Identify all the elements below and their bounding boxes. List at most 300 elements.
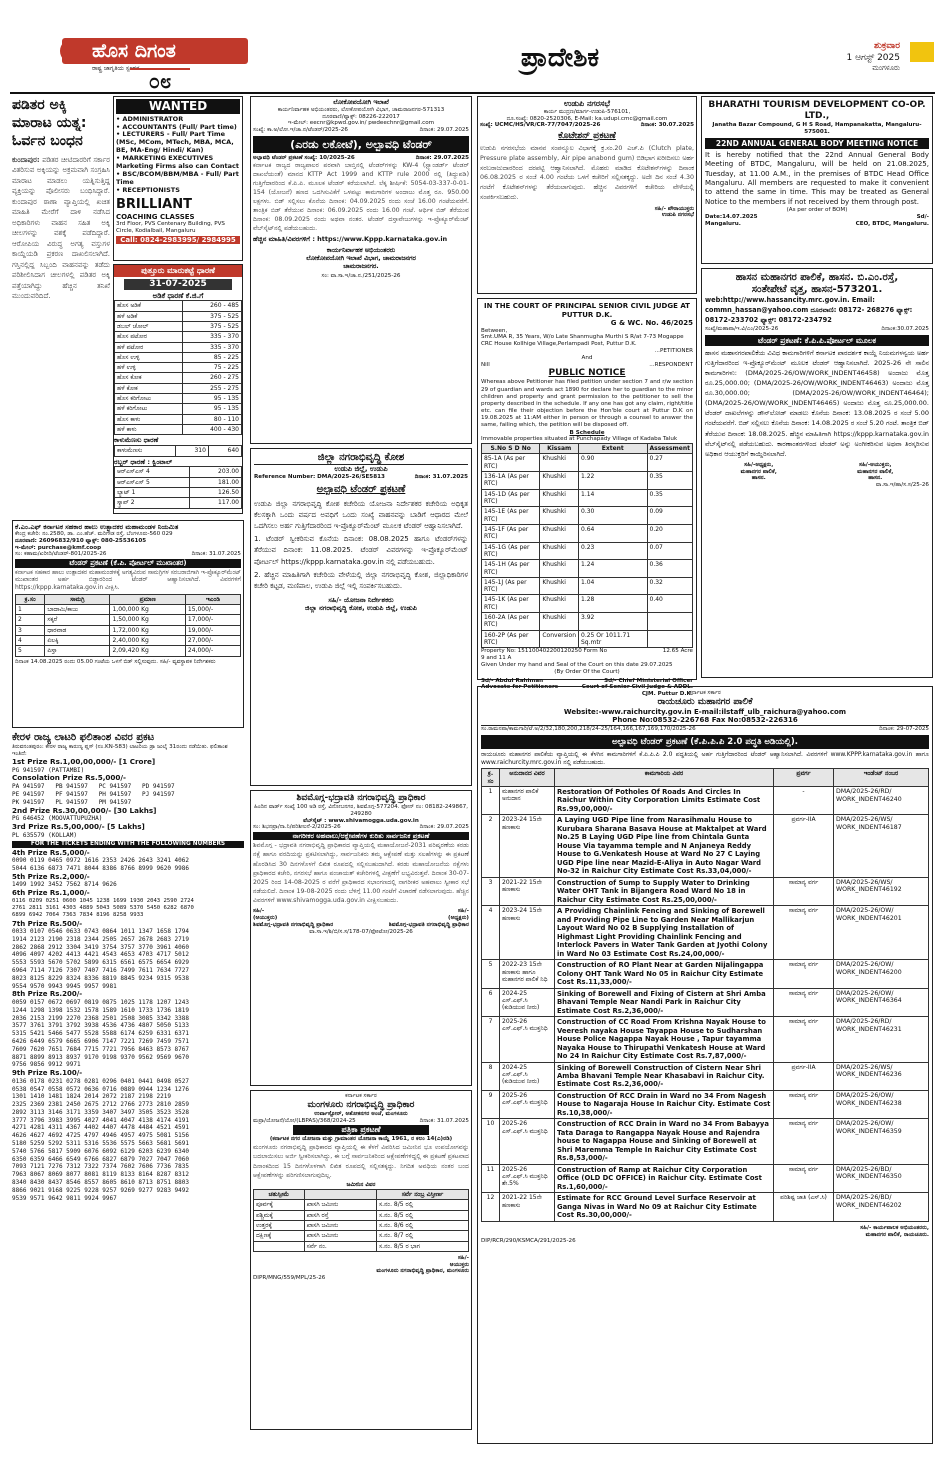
table-row [482,1119,929,1164]
table-cell: 126.50 [190,488,242,498]
table-cell: ಖಾಸಗಿ ರಸ್ತೆ [304,1210,376,1220]
table-row [482,454,693,472]
table-cell: ಸಾಮಾನ್ಯ ವರ್ಗ [774,1119,834,1164]
table-cell: 0.90 [579,454,648,472]
estimate-label: Estimate Cost [557,1006,613,1015]
table-cell: ಹೊಸ ಉಳ್ಳಿ [115,352,183,362]
table-cell: 0.32 [647,577,692,595]
table-cell: ಲ್ಯಾಟ್ 1 [115,488,190,498]
table-cell: 0.30 [579,507,648,525]
estimate-value: Rs.33,04,000/- [695,867,752,876]
table-cell: 9 [482,1090,500,1118]
table-cell: 145-1D (As per RTC) [482,489,540,507]
table-cell: 0.35 [647,472,692,490]
prize-6: 6th Prize Rs.1,000/- [12,889,90,898]
court-schedule-sub: Immovable properties situated at Punchapady Village of Kadaba Taluk [481,436,678,443]
table-row [115,363,242,373]
work-text: Construction of RO Plant Near at Garden Nijalingappa Colony OHT Tank Ward No 05 in Raichur City [557,961,764,978]
udupi-cmc-quotation [477,96,697,294]
pwd-body: ಕರ್ನಾಟಕ ರಾಜ್ಯದ ರಾಜ್ಯಪಾಲರ ಪರವಾಗಿ ಬಾಬ್ತಿನಲ್ಲಿ ಟೆಂಡರ್‌ಗಳನ್ನು KW-4 (ಸ್ಟ್ಯಾಂಡರ್ಡ್ ಟೆಂಡರ್ ದಾಖಲೆಯಂತೆ) ಮಾನದ KTTP Act 1999 and KTTP rule 2000 ರಲ್ಲಿ (ತಿದ್ದುಪಡಿ) ಗುತ್ತಿಗೆದಾರರಿಂದ ಕೆ.ಪಿ.ಪಿ. ಮೂಲಕ ಟೆಂಡರ್ ಕರೆಯಲಾಗಿದೆ. ಲೆಕ್ಕ ಶೀರ್ಷಿಕೆ: 5054-03-337-0-01-154 (ಯೋಜನೆ) ಹಣದ ಒದಗಿಸುವಿಕೆಗೆ ಒಳಪಟ್ಟು ಕಾಮಗಾರಿಗಳ ಅಂದಾಜು ಮೊತ್ತ ರೂ. 950.00 ಲಕ್ಷಗಳು. ಬಿಡ್ ಸಲ್ಲಿಸಲು ಕೊನೆಯ ದಿನಾಂಕ: 04.09.2025 ರಂದು ಸಂಜೆ 16.00 ಗಂಟೆಯವರೆಗೆ. ತಾಂತ್ರಿಕ ಬಿಡ್ ತೆರೆಯುವ ದಿನಾಂಕ: 06.09.2025 ರಂದು 16.00 ಗಂಟೆ. ಆರ್ಥಿಕ ಬಿಡ್ ತೆರೆಯುವ ದಿನಾಂಕ: 08.09.2025 ರಂದು ಅಥವಾ ನಂತರ. ಟೆಂಡರ್ ದಸ್ತಾವೇಜುಗಳನ್ನು ಇ-ಪ್ರೊಕ್ಯೂರ್‌ಮೆಂಟ್ ವೆಬ್‌ಸೈಟ್‌ನಲ್ಲಿ ಪಡೆಯಬಹುದು. [253,162,469,233]
prize-2: 2nd Prize Rs.30,00,000/- [30 Lakhs] [12,805,157,815]
table-cell: 145-1E (As per RTC) [482,507,540,525]
pwd-tender [250,96,472,444]
article-body [12,155,110,302]
table-cell: ಹಳೆ ಕೋಕ [115,383,183,393]
table-row [482,815,929,877]
table-cell: 145-1F (As per RTC) [482,524,540,542]
table-cell: ಸಾಮಾನ್ಯ ವರ್ಗ [774,877,834,905]
raichur-sign: ಸಹಿ/- ಕಾರ್ಯಪಾಲಕ ಅಭಿಯಂತರರು, ಮಹಾನಗರ ಪಾಲಿಕೆ, ರಾಯಚೂರು. [860,1224,929,1238]
pwd-notice-no: ಅಲ್ಪಾವಧಿ ಟೆಂಡರ್ ಪ್ರಕಟಣೆ ಸಂಖ್ಯೆ: 10/2025-26 [253,155,355,162]
table-row [482,630,693,648]
table-row [115,352,242,362]
work-text: A Laying UGD Pipe line from Narasihmalu House to Kurubara Sharana Basava House at Maktalpet at Ward No.25 B Laying UGD Pipe line from Chintala Gunta House Via tayamma temple and N Anjaneya Reddy House to G.Venkatesh House at Ward No 27 C Laying UGD Pipe line near Mazid-E-Aliya in Auto Nagar Ward No-32 in Raichur City [557,816,767,876]
page-number: ೦೮ [130,68,190,90]
table-cell: ಏಲಕ್ಕಿ [45,636,110,646]
estimate-value: Rs.2,36,000/- [612,1006,664,1015]
table-cell: ಹೊಸ ಕಾಳು [115,414,183,424]
issue-date: 1 ಆಗಸ್ಟ್ 2025 [846,53,900,64]
work-text: Construction of Sump to Supply Water to Drinking Water OHT Tank in Bijangera Road Ward No 18 in Raichur City [557,878,750,904]
table-cell: 400 - 430 [183,425,242,435]
estimate-value: Rs.11,33,000/- [576,978,632,987]
table-row [482,507,693,525]
article-dateline: ಕುಂದಾಪುರ: [12,155,40,164]
zp-point-2: 2. ಹೆಚ್ಚಿನ ಮಾಹಿತಿಗಾಗಿ ಕಚೇರಿಯ ವೇಳೆಯಲ್ಲಿ ಜಿಲ್ಲಾ ನಗರಾಭಿವೃದ್ಧಿ ಕೋಶ, ಜಿಲ್ಲಾಧಿಕಾರಿಗಳ ಕಚೇರಿ ಕಟ್ಟಡ, ಮಣಿಪಾಲ, ಉಡುಪಿ ಜಿಲ್ಲೆ ಇಲ್ಲಿ ಸಂಪರ್ಕಿಸಬಹುದು. [254,570,468,591]
column-header: ಸರ್ವೆ ನಂಬ್ರ ವಿಸ್ತೀರ್ಣ [376,1189,468,1199]
table-cell: 2025-26 ಎಸ್.ಎಫ್.ಸಿ ಮುಕ್ತನಿಧಿ [500,1119,555,1164]
pepper-title: ಕಾಳುಮೆಣಸು ಧಾರಣೆ [114,436,159,445]
table-row [115,383,242,393]
arecanut-rate-table [114,300,242,435]
hassan-heading: ಟೆಂಡರ್ ಪ್ರಕಟಣೆ: ಕೆ.ಪಿ.ಪಿ.ಪೋರ್ಟಲ್ ಮೂಲಕ [705,335,929,346]
court-prop: Property No: 151100402200120250 Form No 9 and 11 A [481,648,608,662]
table-cell: 4 [16,636,45,646]
btdc-agm: 22ND ANNUAL GENERAL BODY MEETING NOTICE [705,138,929,149]
table-cell: 2,40,000 Kg [110,636,185,646]
muda-date: ದಿನಾಂಕ: 31.07.2025 [419,1117,469,1124]
table-cell [647,613,692,631]
prize-3-number: PL 635579 (KOLLAM) [12,831,78,839]
prize-7-numbers: 0033 0107 0546 0633 0743 0864 1011 1347 1658 1794 1914 2123 2190 2318 2344 2505 2657 2678 2683 2719 2862 2868 2912 3304 3419 3754 3757 3770 3961 4060 4096 4097 4202 4413 4421 4543 4653 4703 4717 5012 5553 5593 5670 5702 5899 6315 6561 6575 6654 6929 6964 7114 7126 7307 7407 7416 7499 7611 7634 7727 8023 8125 8229 8324 8336 8819 8845 9234 9315 9538 9554 9570 9943 9945 9957 9981 [12,928,190,990]
table-cell: 12 [482,1193,500,1221]
table-cell: Conversion [540,630,579,648]
zp-heading: ಅಲ್ಪಾವಧಿ ಟೆಂಡರ್ ಪ್ರಕಟಣೆ [316,483,406,495]
muda-ref: ಮಪ್ರಾ/ಯೋಜನೆ/ಯೋ/(LBPAS)/368/2024-25 [253,1117,356,1124]
table-row [482,1090,929,1118]
section-title: ಪ್ರಾದೇಶಿಕ [520,43,600,73]
estimate-label: Estimate Cost [640,867,696,876]
table-cell: ಪ್ರವರ್ಗ-IIA [774,815,834,877]
table-cell: 1,00,000 Kg [110,605,185,615]
table-cell: Khushki [540,542,579,560]
wanted-item: • BSC/BCOM/BBM/MBA - Full/ Part Time [116,170,239,186]
table-cell: 24,000/- [185,646,240,656]
table-row [482,1193,929,1221]
pwd-notice-date: ದಿನಾಂಕ: 29.07.2025 [415,155,469,162]
estimate-label: Estimate Cost [707,796,761,805]
table-cell: DMA/2025-26/OW/ WORK_INDENT46238 [834,1090,929,1118]
hassan-title-1: ಹಾಸನ ಮಹಾನಗರ ಪಾಲಿಕೆ, ಹಾಸನ. ಬಿ.ಎಂ.ರಸ್ತೆ, [735,272,899,283]
table-cell: Khushki [540,524,579,542]
table-cell: Khushki [540,507,579,525]
table-cell: ಪಿಸ್ತಾ [45,646,110,656]
work-description [555,1119,774,1164]
table-cell: 0.40 [647,595,692,613]
raichur-gov: ಕರ್ನಾಟಕ ಸರ್ಕಾರ [689,690,721,696]
table-cell: 160-2P (As per RTC) [482,630,540,648]
table-row [16,636,241,646]
pwd-dipr: ಸಂ: ವಾ.ಸಾ.ಇ/ಚಾ.ನ./251/2025-26 [321,272,401,279]
table-cell: 8 [482,1062,500,1090]
muda-dipr: DIPR/MNG/559/MPL/25-26 [253,1275,326,1282]
edition-city: ಮಂಗಳೂರು [872,64,900,73]
table-cell: DMA/2025-26/OW/ WORK_INDENT46200 [834,960,929,988]
work-text: Sinking of Borewell Construction of Cistern Near Shri Amba Bhavani Temple Near Khasabavi in Raichur City. [557,1063,765,1080]
court-body: Whereas above Petitioner has filed petition under section 7 and r/w section 29 of guardian and wards act 1890 for declare her to guardian to the minor children and property and grant permission to the petitioner to sell the property described in the schedule. If any one has got any claim, right/title etc. can file their objection before the Hon'ble court at Puttur D.K on 19.08.2025 at 11:AM either in person or through a counsel to answer the same, failing which, the petition will be disposed off. [481,379,693,429]
table-cell: Khushki [540,595,579,613]
muda-table [253,1189,469,1252]
table-row [482,524,693,542]
cmc-phone: ದೂ.ಸಂಖ್ಯೆ: 0820-2520306, E-Mail: ka.udupi.cmc@gmail.com [506,115,668,122]
raichur-phone: Phone No:08532-226768 Fax No:08532-226316 [481,716,929,726]
table-cell: 0.25 Or 1011.71 Sq.mtr [579,630,648,648]
prize-8: 8th Prize Rs.200/- [12,990,83,999]
raichur-title: ರಾಯಚೂರು ಮಹಾನಗರ ಪಾಲಿಕೆ [657,696,753,707]
table-row [16,615,241,625]
table-cell: 1.04 [579,577,648,595]
hassan-date: ದಿನಾಂಕ:30.07.2025 [881,326,929,333]
table-row [115,488,242,498]
table-cell: 19,000/- [185,625,240,635]
table-cell: ಸಾಮಾನ್ಯ ವರ್ಗ [774,1017,834,1062]
table-row [115,394,242,404]
lottery-intro: ತಿರುವನಂತಪುರಂ: ಕೇರಳ ರಾಜ್ಯ ಕಾರುಣ್ಯ ಪ್ಲಸ್ (ನಂ.KN-583) ಲಾಟರಿಯ ಡ್ರಾ ಜುಲೈ 31ರಂದು ನಡೆಯಿತು. ಫಲಿತಾಂಶ ಇಂತಿದೆ: [12,744,228,757]
table-row: ಕಾಳುಮೆಣಸು 310 640 [115,446,242,456]
prize-7: 7th Prize Rs.500/- [12,919,83,928]
hassan-dipr: ವಾ.ಸಾ.ಇ/ಹಾ/ಸ.ಸ/25-26 [875,482,929,489]
work-text: Construction of RCC Drain in Ward no 34 From Babayya Tata Daraga to Rangappa Nayak House and Rajendra house to Nagappa House and Sinking of Borewell at Shri Maremma Temple In Raichur City [557,1120,769,1154]
column-header [304,1189,376,1199]
suda-web: ವೆಬ್‌ಸೈಟ್ : www.shivamogga.uda.gov.in [303,817,419,824]
prize-9-numbers: 0136 0178 0231 0278 0281 0296 0401 0441 0498 0527 0538 0547 0558 0572 0636 0716 0889 0944 1234 1276 1301 1410 1481 1824 2014 2072 2187 2198 2219 2325 2369 2381 2450 2675 2712 2766 2773 2810 2859 2892 3113 3146 3171 3359 3407 3497 3505 3523 3528 3777 3796 3983 3995 4027 4041 4047 4138 4174 4191 4271 4281 4311 4367 4402 4407 4478 4484 4521 4591 4626 4627 4692 4725 4797 4946 4957 4975 5081 5156 5180 5259 5292 5311 5316 5536 5575 5663 5681 5691 5740 5766 5817 5909 6076 6092 6129 6203 6239 6340 6350 6359 6466 6549 6766 6827 6879 7027 7047 7060 7093 7121 7276 7312 7322 7374 7602 7606 7736 7835 7963 8067 8069 8077 8081 8119 8133 8164 8287 8312 8340 8430 8437 8546 8557 8605 8610 8713 8751 8803 8866 9021 9168 9225 9228 9257 9269 9277 9283 9492 9539 9571 9642 9811 9924 9967 [12,1077,190,1202]
court-head: IN THE COURT OF PRINCIPAL SENIOR CIVIL JUDGE AT PUTTUR D.K. [484,302,690,319]
work-description [555,960,774,988]
table-cell: 0.09 [647,507,692,525]
table-header-row [254,1189,469,1199]
table-row [482,542,693,560]
court-petitioner: Smt.UMA R, 35 Years, W/o Late Shanmugha Murthi S R/at 7-73 Mogappe CRC House Kollhige Village,Perlampadi Post, Puttur D.K. [481,334,684,348]
rubber-title: ರಬ್ಬರ್ ಧಾರಣೆ : ಕ್ವಿಂಟಾಲ್ [114,457,173,466]
wanted-item: • MARKETING EXECUTIVES Marketing Firms also can Contact [116,154,239,171]
table-cell: ಮಹಾನಗರ ಪಾಲಿಕೆ ಅನುದಾನ [500,786,555,814]
table-row [482,595,693,613]
table-cell: ಹಳೆ ಉಳ್ಳಿ [115,363,183,373]
page-corner-tab [910,42,934,62]
table-cell: 80 - 110 [183,414,242,424]
table-row [482,560,693,578]
raichur-web: Website:-www.raichurcity.gov.in E-mail:ilstaff_ulb_raichura@yahoo.com [563,707,847,716]
table-row [254,1241,469,1251]
kmf-phone: ದೂರವಾಣಿ: 26096832/910 ಫ್ಯಾಕ್ಸ್: 080-25536105 [15,537,147,544]
article-text: ಪಡಿತರ ಚೀಟಿದಾರರಿಗೆ ಸರ್ಕಾರ ವಿತರಿಸುವ ಅಕ್ಕಿಯನ್ನು ಅಕ್ರಮವಾಗಿ ಸಂಗ್ರಹಿಸಿ ಮಾರಾಟ ಮಾಡಲು ಯತ್ನಿಸುತ್ತಿದ್ದ ವ್ಯಕ್ತಿಯನ್ನು ಪೊಲೀಸರು ಬಂಧಿಸಿದ್ದಾರೆ. ಕುಂದಾಪುರ ಠಾಣಾ ವ್ಯಾಪ್ತಿಯಲ್ಲಿ ಖಚಿತ ಮಾಹಿತಿ ಮೇರೆಗೆ ದಾಳಿ ನಡೆಸಿದ ಅಧಿಕಾರಿಗಳು ವಾಹನ ಸಹಿತ ಅಕ್ಕಿ ಚೀಲಗಳನ್ನು ವಶಕ್ಕೆ ಪಡೆದಿದ್ದಾರೆ. ಆರೋಪಿಯ ವಿರುದ್ಧ ಅಗತ್ಯ ವಸ್ತುಗಳ ಕಾಯ್ದೆಯಡಿ ಪ್ರಕರಣ ದಾಖಲಿಸಲಾಗಿದೆ. ಗಸ್ತಿನಲ್ಲಿದ್ದ ಸಿಬ್ಬಂದಿ ವಾಹನವನ್ನು ತಡೆದು ಪರಿಶೀಲಿಸಿದಾಗ ಚೀಲಗಳಲ್ಲಿ ಪಡಿತರ ಅಕ್ಕಿ ಪತ್ತೆಯಾಗಿದ್ದು ಹೆಚ್ಚಿನ ತನಿಖೆ ಮುಂದುವರಿದಿದೆ. [12,155,110,301]
court-public-notice: PUBLIC NOTICE [548,368,626,379]
work-description [555,988,774,1016]
table-row [482,472,693,490]
zp-udupi-tender [250,448,472,786]
work-text: A Providing Chainlink Fencing and Sinking of Borewell and Providing Pipe Line to Garden Near Mallikarjun Layout Ward No 02 B Supplying Installation of Highmast Light Providing Chainlink Fencing and Interlock Pavers in Water Tank Garden at Jyothi Colony in Ward No 03 [557,907,768,958]
table-cell: 2021-22 15ನೇ ಹಣಕಾಸು [500,1193,555,1221]
column-header: ಇಎಂಡಿ [185,594,240,604]
table-cell: ಹಳೆ ಪಟೋರ [115,342,183,352]
table-cell: ಹೊಸ ಅಡಿಕೆ [115,301,183,311]
work-description [555,815,774,877]
column-header: Extent [579,444,648,454]
table-row [115,498,242,508]
table-row [254,1220,469,1230]
work-text: Restoration Of Potholes Of Roads And Circles In Raichur Within City Corporation Limits [557,787,741,805]
table-cell: 181.00 [190,477,242,487]
table-cell: 260 - 275 [183,373,242,383]
table-row [115,321,242,331]
table-cell: 85-1A (As per RTC) [482,454,540,472]
table-cell: 11 [482,1164,500,1192]
table-cell: DMA/2025-26/OW/ WORK_INDENT46364 [834,988,929,1016]
table-cell: 5 [482,960,500,988]
table-cell: 335 - 370 [183,332,242,342]
estimate-label: Estimate Cost [708,1174,762,1183]
prize-4-numbers: 0090 0119 0465 0972 1616 2353 2426 2643 3241 4062 5044 6136 6873 7471 8044 8386 8766 8999 9620 9986 [12,857,190,873]
table-row [115,373,242,383]
table-row [482,786,929,814]
prize-consolation-numbers: PA 941597 PB 941597 PC 941597 PD 941597 PE 941597 PF 941597 PH 941597 PJ 941597 PK 941597 PL 941597 PM 941597 [12,783,175,806]
raichur-ref: ಸಂ.ರಾಮನಪಾ/ಕಾಮಗಾರಿ/ಟೆ.ಅ/2/32,180,200,218/24-25/164,166,167,169,170/2025-26 [481,725,696,732]
market-title: ಪುತ್ತೂರು ಮಾರುಕಟ್ಟೆ ಧಾರಣೆ [114,265,242,277]
prize-1: 1st Prize Rs.1,00,00,000/- [1 Crore] [12,756,156,766]
court-nil: Nill [481,361,490,368]
pwd-ref: ಸಂಖ್ಯೆ: ಕಾ.ಅ/ಲೋ.ಇ/ಚಾ.ನ/ಟೆಂಡರ್/2025-26 [253,127,348,134]
btdc-body: It is hereby notified that the 22nd Annual General Body Meeting of BTDC, Mangaluru, will be held on 21.08.2025, Tuesday, at 11.00 A.M., in the premises of BTDC Head Office Mangaluru. All members are requested to make it convenient to attend the same in time. This may be treated as General Notice to the members if not received by them through post. [705,150,929,206]
table-cell: 0.36 [647,560,692,578]
table-cell: 75 - 225 [183,363,242,373]
table-cell: 17,000/- [185,615,240,625]
prize-2-number: PG 646452 (MOOVATTUPUZHA) [12,815,103,823]
zp-ref: Reference Number: DMA/2025-26/SE5813 [254,473,385,480]
estimate-value: Rs.8,53,000/- [557,1154,608,1163]
table-cell: 2024-25 ಎಸ್.ಎಫ್.ಸಿ (ಕುಡಿಯುವ ನೀರು) [500,1062,555,1090]
table-cell: 2022-23 15ನೇ ಹಣಕಾಸು ಹಾಗೂ ಮಹಾನಗರ ಪಾಲಿಕೆ ನಿಧಿ [500,960,555,988]
column-header: ಕ್ರ.ಸಂ [16,594,45,604]
wanted-item: • RECEPTIONISTS [116,185,180,194]
kmf-email: ಇ-ಮೇಲ್: purchase@kmf.coop [15,544,102,551]
estimate-label: Estimate Cost [703,1145,757,1154]
court-case: G & WC. No. 46/2025 [610,319,693,328]
ending-note: FOR THE TICKETS ENDING WITH THE FOLLOWING NUMBERS [12,841,244,848]
raichur-heading: ಅಲ್ಪಾವಧಿ ಟೆಂಡರ್ ಪ್ರಕಟಣೆ (ಕೆ.ಪಿ.ಪಿ.ಪಿ 2.0 ಪದ್ಧತಿ ಅಡಿಯಲ್ಲಿ). [481,735,929,749]
table-cell: - [774,786,834,814]
zp-title: ಜಿಲ್ಲಾ ನಗರಾಭಿವೃದ್ಧಿ ಕೋಶ [254,452,468,465]
table-cell: 145-1K (As per RTC) [482,595,540,613]
prize-3: 3rd Prize Rs.5,00,000/- [5 Lakhs] [12,822,145,832]
estimate-value: Rs.25,00,000/- [661,895,717,904]
muda-body: ಮಂಗಳೂರು ನಗರಾಭಿವೃದ್ಧಿ ಪ್ರಾಧಿಕಾರದ ವ್ಯಾಪ್ತಿಯಲ್ಲಿ ಈ ಕೆಳಗೆ ವಿವರಿಸಿದ ಜಮೀನಿನ ಭೂ ಉಪಯೋಗವನ್ನು ಬದಲಾಯಿಸಲು ಅರ್ಜಿ ಸ್ವೀಕರಿಸಲಾಗಿದ್ದು, ಈ ಬಗ್ಗೆ ಸಾರ್ವಜನಿಕರಿಂದ ಆಕ್ಷೇಪಣೆಗಳಿದ್ದಲ್ಲಿ ಈ ಪ್ರಕಟಣೆ ಪ್ರಕಟವಾದ ದಿನಾಂಕದಿಂದ 15 ದಿನಗಳೊಳಗಾಗಿ ಲಿಖಿತ ರೂಪದಲ್ಲಿ ಸಲ್ಲಿಸತಕ್ಕದ್ದು. ನಿಗದಿತ ಅವಧಿಯ ನಂತರ ಬಂದ ಆಕ್ಷೇಪಣೆಗಳನ್ನು ಪರಿಗಣಿಸಲಾಗುವುದಿಲ್ಲ. [253,1143,469,1179]
estimate-label: Estimate Cost [557,1080,613,1089]
rubber-rate-table [114,466,242,508]
table-cell: Khushki [540,577,579,595]
kmf-head: ಕೆ.ಎಂ.ಎಫ್ ಕರ್ನಾಟಕ ಸಹಕಾರ ಹಾಲು ಉತ್ಪಾದಕರ ಮಹಾಮಂಡಳ ನಿಯಮಿತ [15,523,179,531]
work-text: Construction of CC Road From Krishna Nayak House to Veeresh nayaka House Tayappa House to Sudharshan House Police Nagappa Nayak House , Tapur tayamma Nayaka House to Thirupathi Venkatesh House at Ward No 24 In Raichur City [557,1018,766,1061]
estimate-label: Estimate Cost [613,949,669,958]
estimate-label: Estimate Cost [640,1052,696,1061]
muda-heading: ಪತ್ರಿಕಾ ಪ್ರಕಟಣೆ [293,1125,429,1135]
table-row [482,1062,929,1090]
estimate-value: Rs.7,87,000/- [695,1052,747,1061]
table-cell: ಹಳೆ ಕರಿಗೋಟು [115,404,183,414]
prize-1-number: PG 941597 (PATTAMBI) [12,766,85,774]
table-cell: 2021-22 15ನೇ ಹಣಕಾಸು [500,877,555,905]
table-row [482,577,693,595]
work-description [555,877,774,905]
suda-sign-left: ಸಹಿ/- (ಆಯುಕ್ತರು) ಶಿವಮೊಗ್ಗ-ಭದ್ರಾವತಿ ನಗರಾಭಿವೃದ್ಧಿ ಪ್ರಾಧಿಕಾರ [253,908,334,929]
prize-4: 4th Prize Rs.5,000/- [12,848,90,857]
raichur-tender [477,686,933,1444]
table-cell: 3 [482,877,500,905]
table-row [115,414,242,424]
estimate-label: Estimate Cost [557,1202,757,1220]
wanted-item: • ACCOUNTANTS (Full/ Part time) [116,122,237,131]
muda-table-title: ಜಮೀನಿನ ವಿವರ [346,1182,376,1189]
logo-tagline: ರಾಷ್ಟ್ರ ಜಾಗೃತಿಯ ಸ್ಪಂದನ [92,65,140,72]
table-cell: 203.00 [190,467,242,477]
wanted-item: • LECTURERS - Full/ Part Time (MSc, MCom, MTech, MBA, MCA, BE, MA-Eng/ Hindi/ Kan) [116,130,234,155]
brilliant-address: 3rd Floor, PVS Centenary Building, PVS Circle, Kodialbail, Mangaluru [116,221,225,235]
table-row [254,1231,469,1241]
lottery-title: ಕೇರಳ ರಾಜ್ಯ ಲಾಟರಿ ಫಲಿತಾಂಶ ವಿವರ ಪ್ರಕಟ [12,732,155,743]
table-row [254,1200,469,1210]
kmf-addr: ಕೇಂದ್ರ ಕಚೇರಿ: ನಂ.2580, ಡಾ. ಎಂ.ಹೆಚ್. ಮರಿಗೌಡ ರಸ್ತೆ, ಬೆಂಗಳೂರು-560 029 [15,531,173,538]
pwd-sign: ಕಾರ್ಯನಿರ್ವಾಹಕ ಅಭಿಯಂತರರು ಲೋಕೋಪಯೋಗಿ ಇಲಾಖೆ ವಿಭಾಗ, ಚಾಮರಾಜನಗರ ಚಾಮರಾಜನಗರ. [306,246,416,270]
table-cell: ಪ್ರವರ್ಗ-IIA [774,1062,834,1090]
court-notice [477,298,697,698]
pwd-date: ದಿನಾಂಕ: 29.07.2025 [419,127,469,134]
table-cell: 2025-26 ಎಸ್.ಎಫ್.ಸಿ ಮುಕ್ತನಿಧಿ ಶೇ.5% [500,1164,555,1192]
table-cell: 27,000/- [185,636,240,646]
table-cell: ಪಶ್ಚಿಮಕ್ಕೆ [254,1210,305,1220]
table-cell: 95 - 135 [183,394,242,404]
table-cell: 3.92 [579,613,648,631]
table-cell [254,1241,305,1251]
table-row [115,404,242,414]
table-row [482,960,929,988]
kmf-date: ದಿನಾಂಕ: 31.07.2025 [191,551,241,558]
hassan-sign-left: ಸಹಿ/-ಅಧ್ಯಕ್ಷರು, ಮಹಾನಗರ ಪಾಲಿಕೆ, ಹಾಸನ. [740,461,777,482]
masthead [10,38,935,94]
table-cell: 117.00 [190,498,242,508]
table-cell: 2023-24 15ನೇ ಹಣಕಾಸು [500,815,555,877]
btdc-addr: Janatha Bazar Compound, G H S Road, Hampanakatta, Mangaluru-575001. [712,121,922,135]
work-description [555,786,774,814]
table-cell: ದಕ್ಷಿಣಕ್ಕೆ [254,1231,305,1241]
market-subtitle: ಅಡಿಕೆ ಧಾರಣೆ ಕೆ.ಜಿ.ಗೆ [152,291,204,300]
table-cell: 0.35 [647,489,692,507]
column-header: ಪ್ರವರ್ಗ [774,769,834,787]
table-cell: 145-1G (As per RTC) [482,542,540,560]
table-cell: 3 [16,625,45,635]
table-cell: 0.64 [579,524,648,542]
cmc-sign: ಸಹಿ/- ಪೌರಾಯುಕ್ತರು ಉಡುಪಿ ನಗರಸಭೆ [654,205,694,219]
table-cell: 15,000/- [185,605,240,615]
table-cell: 1,50,000 Kg [110,615,185,625]
zp-sub: ಉಡುಪಿ ಜಿಲ್ಲೆ, ಉಡುಪಿ [334,465,388,474]
suda-ref: ಸಂ: ಶಿಭನಪ್ರಾ/ನಾ.ನಿ/ಪರಿಶೀಲನೆ-2/2025-26 [253,824,341,831]
table-cell: ಆರ್‌ಎಸ್‌ಎಸ್ 5 [115,477,190,487]
table-cell: 1.14 [579,489,648,507]
table-cell: 335 - 370 [183,342,242,352]
hassan-tender [701,268,933,678]
table-header-row [482,769,929,787]
btdc-date: Date:14.07.2025 [705,214,758,221]
work-description [555,1017,774,1062]
column-header: Kissam [540,444,579,454]
pwd-dept: ಲೋಕೋಪಯೋಗಿ ಇಲಾಖೆ [333,98,389,106]
table-cell: ಖಾಸಗಿ ಜಮೀನು [304,1231,376,1241]
prize-6-numbers: 0116 0209 0251 0600 1045 1238 1699 1930 2043 2590 2724 2761 2811 3161 4303 4889 5043 5089 5370 5450 6282 6870 6899 6942 7064 7363 7834 8196 8258 9933 [12,897,194,919]
estimate-value: Rs.24,00,000/- [669,949,725,958]
table-cell: DMA/2025-26/WS/ WORK_INDENT46187 [834,815,929,877]
work-text: Construction of Ramp at Raichur City Corporation Office (OLD DC OFFICE) in Raichur City. [557,1165,748,1183]
table-cell: ಹೊಸ ಪಟೋರ [115,332,183,342]
table-cell: ಸಾಮಾನ್ಯ ವರ್ಗ [774,988,834,1016]
table-row [16,605,241,615]
table-cell: DMA/2025-26/WS/ WORK_INDENT46192 [834,877,929,905]
estimate-value: Rs.2,36,000/- [612,1080,664,1089]
table-row [482,1017,929,1062]
prize-8-numbers: 0059 0157 0672 0697 0819 0875 1025 1178 1207 1243 1244 1298 1398 1532 1578 1589 1610 1733 1736 1819 2036 2153 2199 2270 2368 2501 2508 3085 3342 3388 3577 3761 3791 3792 3938 4536 4736 4807 5050 5133 5315 5421 5466 5477 5528 5588 6174 6259 6331 6371 6426 6449 6579 6665 6906 7147 7221 7269 7459 7571 7609 7620 7651 7684 7715 7721 7956 8463 8573 8767 8871 8899 8913 8937 9170 9198 9370 9562 9569 9670 9756 9856 9912 9971 [12,999,190,1069]
date-block [780,40,900,90]
lottery-results [12,732,244,1442]
table-cell: 10 [482,1119,500,1164]
raichur-date: ದಿನಾಂಕ: 29-07-2025 [879,725,929,732]
cmc-title: ಉಡುಪಿ ನಗರಸಭೆ [563,99,610,108]
table-cell: 1.24 [579,560,648,578]
table-cell: ಹಳೆ ಕಾಳು [115,425,183,435]
table-row [482,613,693,631]
column-header: ಪ್ರಮಾಣ [110,594,185,604]
table-cell: ಹೊಸ ಕೋಕ [115,373,183,383]
table-cell: Khushki [540,560,579,578]
kmf-ref: ಸಂ: ಕಹಾಮ/ಖರೀದಿ/ಟೆಂಡರ್-801/2025-26 [15,551,107,558]
muda-title: ಮಂಗಳೂರು ನಗರಾಭಿವೃದ್ಧಿ ಪ್ರಾಧಿಕಾರ [307,1099,415,1110]
table-row [115,425,242,435]
court-resp-role: ...RESPONDENT [649,361,693,368]
table-cell: DMA/2025-26/BD/ WORK_INDENT46350 [834,1164,929,1192]
column-header: ಕ್ರ. ಸಂ [482,769,500,787]
estimate-cost [557,1007,663,1015]
muda-notice [250,1090,472,1430]
table-cell: DMA/2025-26/RD/ WORK_INDENT46231 [834,1017,929,1062]
table-cell: 1,72,000 Kg [110,625,185,635]
table-cell: 0.23 [579,542,648,560]
table-header-row [16,594,241,604]
hassan-body: ಹಾಸನ ಮಹಾನಗರಪಾಲಿಕೆಯ ವಿವಿಧ ಕಾಮಗಾರಿಗಳಿಗೆ ಕರ್ನಾಟಕ ಪಾರದರ್ಶಕ ಕಾಯ್ದೆ ನಿಯಮಗಳನ್ವಯ ಅರ್ಹ ಗುತ್ತಿಗೆದಾರರಿಂದ ಇ-ಪ್ರೊಕ್ಯೂರ್‌ಮೆಂಟ್ ಮೂಲಕ ಟೆಂಡರ್ ಆಹ್ವಾನಿಸಲಾಗಿದೆ. 2025-26 ನೇ ಸಾಲಿನ ಕಾಮಗಾರಿಗಳು: (DMA/2025-26/OW/WORK_INDENT46458) ಅಂದಾಜು ಮೊತ್ತ ರೂ.25,000.00; (DMA/2025-26/OW/WORK_INDENT46463) ಅಂದಾಜು ಮೊತ್ತ ರೂ.30,000.00; (DMA/2025-26/OW/WORK_INDENT46464); (DMA/2025-26/OW/WORK_INDENT46465) ಅಂದಾಜು ಮೊತ್ತ ರೂ.25,000.00. ಟೆಂಡರ್ ದಾಖಲೆಗಳನ್ನು ಡೌನ್‌ಲೋಡ್ ಮಾಡಲು ಕೊನೆಯ ದಿನಾಂಕ: 13.08.2025 ರ ಸಂಜೆ 5.00 ಗಂಟೆಯವರೆಗೆ. ಬಿಡ್ ಸಲ್ಲಿಸಲು ಕೊನೆಯ ದಿನಾಂಕ: 14.08.2025 ರ ಸಂಜೆ 5.20 ಗಂಟೆ. ತಾಂತ್ರಿಕ ಬಿಡ್ ತೆರೆಯುವ ದಿನಾಂಕ: 18.08.2025. ಹೆಚ್ಚಿನ ಮಾಹಿತಿಗಾಗಿ https://kppp.karnataka.gov.in ವೆಬ್‌ಸೈಟ್‌ನಲ್ಲಿ ಪಡೆಯಬಹುದು. ಕಾರಣಾಂತರಗಳಿಂದ ಟೆಂಡರ್ ಅನ್ನು ಅಂಗೀಕರಿಸುವ ಅಥವಾ ತಿರಸ್ಕರಿಸುವ ಅಧಿಕಾರ ಆಯುಕ್ತರಿಗೆ ಕಾಯ್ದಿರಿಸಲಾಗಿದೆ. [705,349,929,458]
estimate-value: Rs.10,38,000/- [557,1108,613,1117]
cmc-date: ದಿನಾಂಕ: 30.07.2025 [640,122,694,129]
table-cell: 0.07 [647,542,692,560]
hassan-title-2: ಸಂತೇಪೇಟೆ ವೃತ್ತ, ಹಾಸನ-573201. [751,284,883,296]
table-cell: 1 [16,605,45,615]
table-row [254,1210,469,1220]
prize-consolation: Consolation Prize Rs.5,000/- [12,773,127,783]
